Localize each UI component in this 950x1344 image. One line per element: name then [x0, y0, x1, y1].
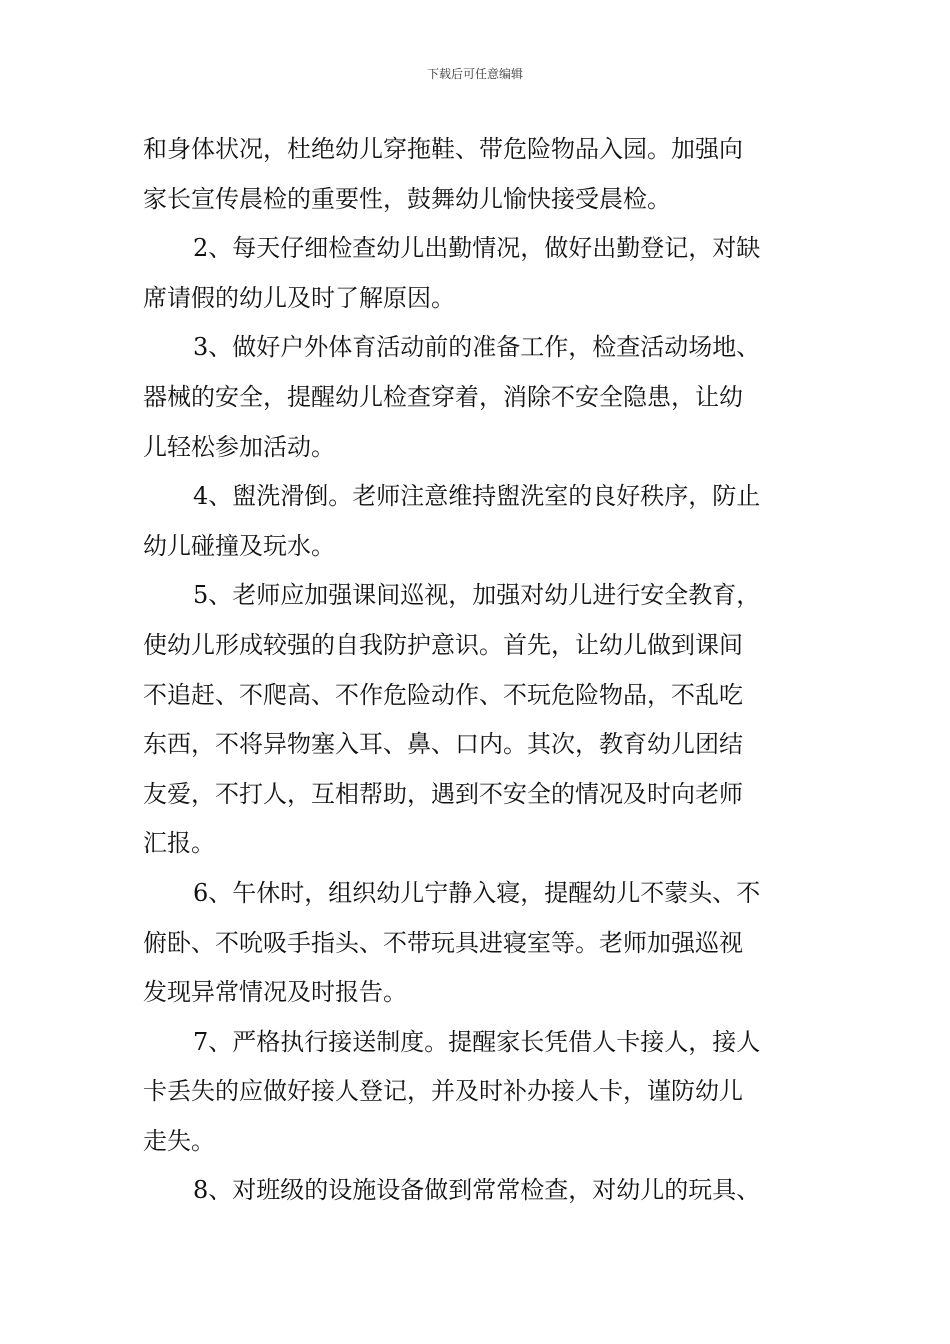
text-line: 席请假的幼儿及时了解原因。 — [143, 283, 455, 312]
paragraph-start-line: 7、严格执行接送制度。提醒家长凭借人卡接人，接人 — [193, 1027, 761, 1056]
text-line: 俯卧、不吮吸手指头、不带玩具进寝室等。老师加强巡视 — [143, 928, 743, 957]
paragraph-start-line: 6、午休时，组织幼儿宁静入寝，提醒幼儿不蒙头、不 — [193, 878, 761, 907]
text-line: 和身体状况，杜绝幼儿穿拖鞋、带危险物品入园。加强向 — [143, 135, 743, 163]
paragraph-start-line: 2、每天仔细检查幼儿出勤情况，做好出勤登记，对缺 — [193, 234, 761, 263]
text-line: 发现异常情况及时报告。 — [143, 978, 407, 1007]
text-line: 使幼儿形成较强的自我防护意识。首先，让幼儿做到课间 — [143, 630, 743, 659]
text-line: 器械的安全，提醒幼儿检查穿着，消除不安全隐患，让幼 — [143, 382, 743, 411]
paragraph-start-line: 8、对班级的设施设备做到常常检查，对幼儿的玩具、 — [193, 1176, 761, 1205]
paragraph-start-line: 4、盥洗滑倒。老师注意维持盥洗室的良好秩序，防止 — [193, 482, 761, 511]
text-line: 儿轻松参加活动。 — [143, 432, 335, 461]
text-line: 友爱，不打人，互相帮助，遇到不安全的情况及时向老师 — [143, 779, 743, 808]
document-body — [143, 125, 808, 1216]
text-line: 卡丢失的应做好接人登记，并及时补办接人卡，谨防幼儿 — [143, 1077, 743, 1106]
text-line: 不追赶、不爬高、不作危险动作、不玩危险物品，不乱吃 — [143, 680, 743, 709]
text-line: 东西，不将异物塞入耳、鼻、口内。其次，教育幼儿团结 — [143, 730, 743, 759]
text-line: 家长宣传晨检的重要性，鼓舞幼儿愉快接受晨检。 — [143, 184, 671, 213]
text-line: 走失。 — [143, 1126, 215, 1155]
text-line: 汇报。 — [143, 829, 215, 858]
text-line: 幼儿碰撞及玩水。 — [143, 531, 335, 560]
page-header: 下载后可任意编辑 — [426, 67, 523, 81]
paragraph-start-line: 3、做好户外体育活动前的准备工作，检查活动场地、 — [193, 333, 761, 362]
paragraph-start-line: 5、老师应加强课间巡视，加强对幼儿进行安全教育， — [193, 581, 761, 610]
